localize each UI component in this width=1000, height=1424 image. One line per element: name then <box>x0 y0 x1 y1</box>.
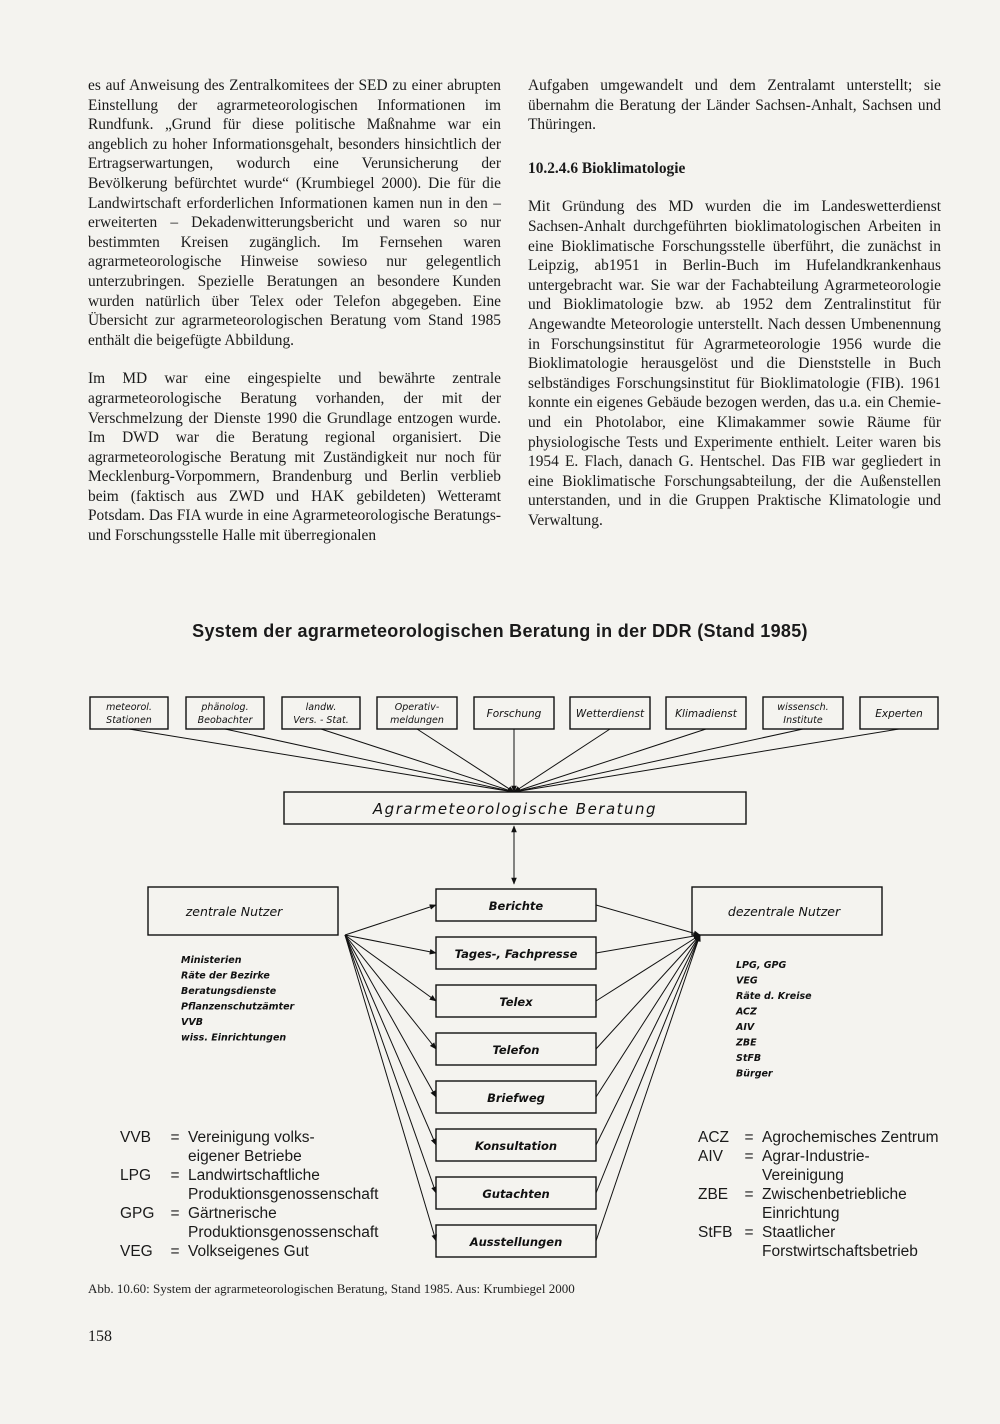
abbr-right-row <box>698 1204 939 1223</box>
abbr-right-key: ACZ <box>698 1129 729 1146</box>
abbr-right-equals: = <box>744 1224 754 1241</box>
channel-box <box>436 1177 596 1209</box>
channel-boxes <box>436 889 596 1257</box>
source-box <box>570 697 650 729</box>
center-node <box>284 792 746 884</box>
source-label-line1: Operativ- <box>394 702 440 713</box>
left-fan-line <box>345 905 436 935</box>
source-arrow <box>514 729 803 792</box>
abbr-right-key <box>698 1242 736 1261</box>
abbr-right-key: AIV <box>698 1148 723 1165</box>
abbr-left-value: Landwirtschaftliche <box>188 1167 320 1184</box>
abbr-right-equals <box>736 1166 762 1185</box>
abbr-left-equals <box>162 1147 188 1166</box>
left-fan-line <box>345 935 436 1001</box>
abbr-left-value: eigener Betriebe <box>188 1148 302 1165</box>
abbr-right-key: ZBE <box>698 1186 729 1203</box>
abbr-left-key: LPG <box>120 1167 152 1184</box>
decentral-user-entry: VEG <box>736 975 758 987</box>
right-paragraph-2: Mit Gründung des MD wurden die im Landeswetterdienst Sachsen-Anhalt durchgeführten bioklimatologischen Arbeiten in eine Bioklimatische Forschungsstelle überführt, die zunächst in Leipzig, ab1951 in Berlin-Buch im Hufelandkrankenhaus untergebracht war. Sie war der Fachabteilung Agrarmeteorologie und Bioklimatologie bzw. ab 1952 dem Zentralinstitut für Angewandte Meteorologie unterstellt. Nach dessen Umbenennung in Forschungsinstitut für Agrarmeteorologie 1956 wurde die Bioklimatologie herausgelöst und die Dienststelle in Buch selbständiges Forschungsinstitut für Bioklimatologie (FIB). 1961 konnte ein eigenes Gebäude bezogen werden, das u.a. ein Chemie- und ein Photolabor, eine Klimakammer sowie Räume für physiologische Tests und Experimente enthielt. Leiter waren bis 1954 E. Flach, danach G. Hentschel. Das FIB war gegliedert in eine Bioklimatische Forschungsabteilung, der die Außenstellen unterstanden, und in die Gruppen Praktische Klimatologie und Verwaltung. <box>528 198 941 529</box>
left-paragraph-1: es auf Anweisung des Zentralkomitees der SED zu einer abrupten Einstellung der agrarmeteorologischen Informationen im Rundfunk. „Grund für diese politische Maßnahme war ein angeblich zu hoher Informationsgehalt, besonders hinsichtlich der Ertragserwartungen, wodurch eine Verunsicherung der Bevölkerung befürchtet wurde“ (Krumbiegel 2000). Die für die Landwirtschaft erforderlichen Informationen kamen nun in den – erweiterten – Dekadenwitterungsbericht und waren so nur bestimmten Kreisen zugänglich. Im Fernsehen waren agrarmeteorologische Hinweise sowieso nur gelegentlich unterzubringen. Spezielle Beratungen an besondere Kunden wurden natürlich über Telex oder Telefon abgegeben. Eine Übersicht zur agrarmeteorologischen Beratung vom Stand 1985 enthält die beigefügte Abbildung. <box>88 77 501 349</box>
abbr-left-key <box>120 1185 162 1204</box>
section-heading: 10.2.4.6 Bioklimatologie <box>528 159 686 177</box>
abbr-right-value: Zwischenbetriebliche <box>762 1186 907 1203</box>
source-arrow <box>129 729 514 792</box>
source-arrow <box>417 729 514 792</box>
abbr-left-value: Produktionsgenossenschaft <box>188 1186 379 1203</box>
abbr-right-key <box>698 1204 736 1223</box>
left-fan-line <box>345 935 436 1097</box>
left-fan-line <box>345 935 436 1145</box>
channel-label: Ausstellungen <box>469 1235 563 1249</box>
central-users-label: zentrale Nutzer <box>185 904 283 919</box>
abbr-left-key <box>120 1223 162 1242</box>
source-arrow <box>225 729 514 792</box>
abbr-left-key <box>120 1147 162 1166</box>
right-fan-line <box>596 905 700 935</box>
left-fan-line <box>345 935 436 1049</box>
abbr-left-equals: = <box>170 1167 180 1184</box>
source-box <box>282 697 360 729</box>
abbr-right-value: Staatlicher <box>762 1224 836 1241</box>
abbreviations-right <box>698 1128 939 1261</box>
channel-box <box>436 1033 596 1065</box>
abbr-right-key: StFB <box>698 1224 733 1241</box>
source-label-line2: Institute <box>783 715 823 726</box>
left-fan-line <box>345 935 436 953</box>
abbr-right-value: Agrar-Industrie- <box>762 1148 870 1165</box>
source-label-line1: meteorol. <box>106 702 152 713</box>
abbr-right-equals: = <box>744 1148 754 1165</box>
abbr-left-row <box>120 1223 378 1242</box>
decentral-users-label: dezentrale Nutzer <box>727 904 841 919</box>
abbr-left-row <box>120 1147 378 1166</box>
source-label-line2: Beobachter <box>197 715 253 726</box>
source-box <box>186 697 264 729</box>
channel-label: Konsultation <box>474 1139 558 1153</box>
source-label: Experten <box>875 708 923 720</box>
abbr-left-key: GPG <box>120 1205 155 1222</box>
source-arrow <box>514 729 899 792</box>
abbr-left-equals: = <box>170 1129 180 1146</box>
source-label: Forschung <box>486 708 542 720</box>
right-fan-line <box>596 935 700 1097</box>
right-fan-line <box>596 935 700 1241</box>
abbr-right-value: Vereinigung <box>762 1167 844 1184</box>
abbr-right-key <box>698 1166 736 1185</box>
abbr-right-row <box>698 1147 939 1166</box>
central-user-entry: wiss. Einrichtungen <box>181 1032 287 1044</box>
right-fan-line <box>596 935 700 1145</box>
channel-label: Tages-, Fachpresse <box>454 947 578 961</box>
central-user-entry: Räte der Bezirke <box>181 970 270 982</box>
source-label-line1: wissensch. <box>777 702 829 713</box>
channel-label: Telex <box>499 995 533 1009</box>
abbr-left-equals <box>162 1223 188 1242</box>
abbr-right-row <box>698 1242 939 1261</box>
decentral-user-entry: AIV <box>736 1022 755 1033</box>
source-label: Wetterdienst <box>575 708 645 720</box>
right-fan-line <box>596 935 700 1049</box>
abbr-right-row <box>698 1166 939 1185</box>
channel-box <box>436 985 596 1017</box>
abbr-left-key: VEG <box>120 1243 153 1260</box>
decentral-user-entry: LPG, GPG <box>736 960 787 971</box>
diagram-title: System der agrarmeteorologischen Beratung in der DDR (Stand 1985) <box>192 621 808 641</box>
abbr-left-equals: = <box>170 1205 180 1222</box>
abbr-left-key: VVB <box>120 1129 152 1146</box>
abbr-right-equals <box>736 1204 762 1223</box>
source-box <box>377 697 457 729</box>
central-user-entry: Ministerien <box>181 955 242 966</box>
channel-box <box>436 1129 596 1161</box>
figure-caption: Abb. 10.60: System der agrarmeteorologischen Beratung, Stand 1985. Aus: Krumbiegel 2000 <box>88 1281 575 1296</box>
channel-box <box>436 889 596 921</box>
decentral-user-entry: Räte d. Kreise <box>736 991 812 1002</box>
abbr-left-value: Volkseigenes Gut <box>188 1243 309 1260</box>
source-box <box>860 697 938 729</box>
source-label-line2: Vers. - Stat. <box>293 715 349 726</box>
left-paragraph-2: Im MD war eine eingespielte und bewährte zentrale agrarmeteorologische Beratung vorhanden, der mit der Verschmelzung der Dienste 1990 die Grundlage entzogen wurde. Im DWD war die Beratung regional organisiert. Die agrarmeteorologische Beratung mit Zuständigkeit nur noch für Mecklenburg-Vorpommern, Brandenburg und Berlin verblieb beim (faktisch aus ZWD und HAK gebildeten) Wetteramt Potsdam. Das FIA wurde in eine Agrarmeteorologische Beratungs- und Forschungsstelle Halle mit überregionalen <box>88 370 501 545</box>
abbr-right-row <box>698 1128 939 1147</box>
central-user-entry: VVB <box>181 1017 203 1028</box>
central-user-entry: Beratungsdienste <box>181 986 277 997</box>
abbr-left-equals: = <box>170 1243 180 1260</box>
abbr-left-row <box>120 1185 378 1204</box>
channel-label: Gutachten <box>482 1187 550 1201</box>
source-box <box>666 697 746 729</box>
channel-label: Berichte <box>488 899 544 913</box>
source-box <box>474 697 554 729</box>
abbr-right-value: Forstwirtschaftsbetrieb <box>762 1243 918 1260</box>
channel-box <box>436 1225 596 1257</box>
abbreviations-left <box>120 1128 378 1261</box>
abbr-left-value: Produktionsgenossenschaft <box>188 1224 379 1241</box>
abbr-right-row <box>698 1185 939 1204</box>
abbr-right-value: Agrochemisches Zentrum <box>762 1129 939 1146</box>
abbr-left-row <box>120 1204 378 1223</box>
source-arrow <box>514 729 610 792</box>
abbr-right-row <box>698 1223 939 1242</box>
source-label-line2: Stationen <box>106 715 152 726</box>
abbr-right-equals: = <box>744 1129 754 1146</box>
abbr-left-equals <box>162 1185 188 1204</box>
abbr-left-value: Vereinigung volks- <box>188 1129 315 1146</box>
channel-label: Briefweg <box>487 1091 545 1105</box>
channel-box <box>436 937 596 969</box>
source-arrow <box>321 729 514 792</box>
decentral-user-entry: Bürger <box>736 1068 773 1080</box>
source-boxes <box>90 697 938 729</box>
right-fan-line <box>596 935 700 1193</box>
source-arrow <box>514 729 706 792</box>
abbr-left-row <box>120 1166 378 1185</box>
abbr-right-value: Einrichtung <box>762 1205 840 1222</box>
abbr-right-equals: = <box>744 1186 754 1203</box>
decentral-user-entry: ACZ <box>736 1006 757 1018</box>
center-label: Agrarmeteorologische Beratung <box>372 800 658 818</box>
source-label-line2: meldungen <box>390 715 444 726</box>
source-label: Klimadienst <box>675 708 737 720</box>
decentral-user-entry: ZBE <box>736 1037 757 1049</box>
page-number: 158 <box>88 1328 112 1345</box>
source-box <box>90 697 168 729</box>
abbr-right-equals <box>736 1242 762 1261</box>
abbr-left-row <box>120 1128 378 1147</box>
right-paragraph-1: Aufgaben umgewandelt und dem Zentralamt unterstellt; sie übernahm die Beratung der Länder Sachsen-Anhalt, Sachsen und Thüringen. <box>528 77 941 134</box>
central-user-entry: Pflanzenschutzämter <box>181 1001 295 1013</box>
abbr-left-value: Gärtnerische <box>188 1205 277 1222</box>
right-fan-line <box>596 935 700 1001</box>
source-label-line1: phänolog. <box>201 702 249 713</box>
decentral-user-entry: StFB <box>736 1053 762 1064</box>
source-connector-lines <box>129 729 899 792</box>
channel-box <box>436 1081 596 1113</box>
channel-label: Telefon <box>492 1043 540 1057</box>
right-fan-line <box>596 935 700 953</box>
abbr-left-row <box>120 1242 378 1261</box>
source-label-line1: landw. <box>305 702 337 713</box>
source-box <box>763 697 843 729</box>
